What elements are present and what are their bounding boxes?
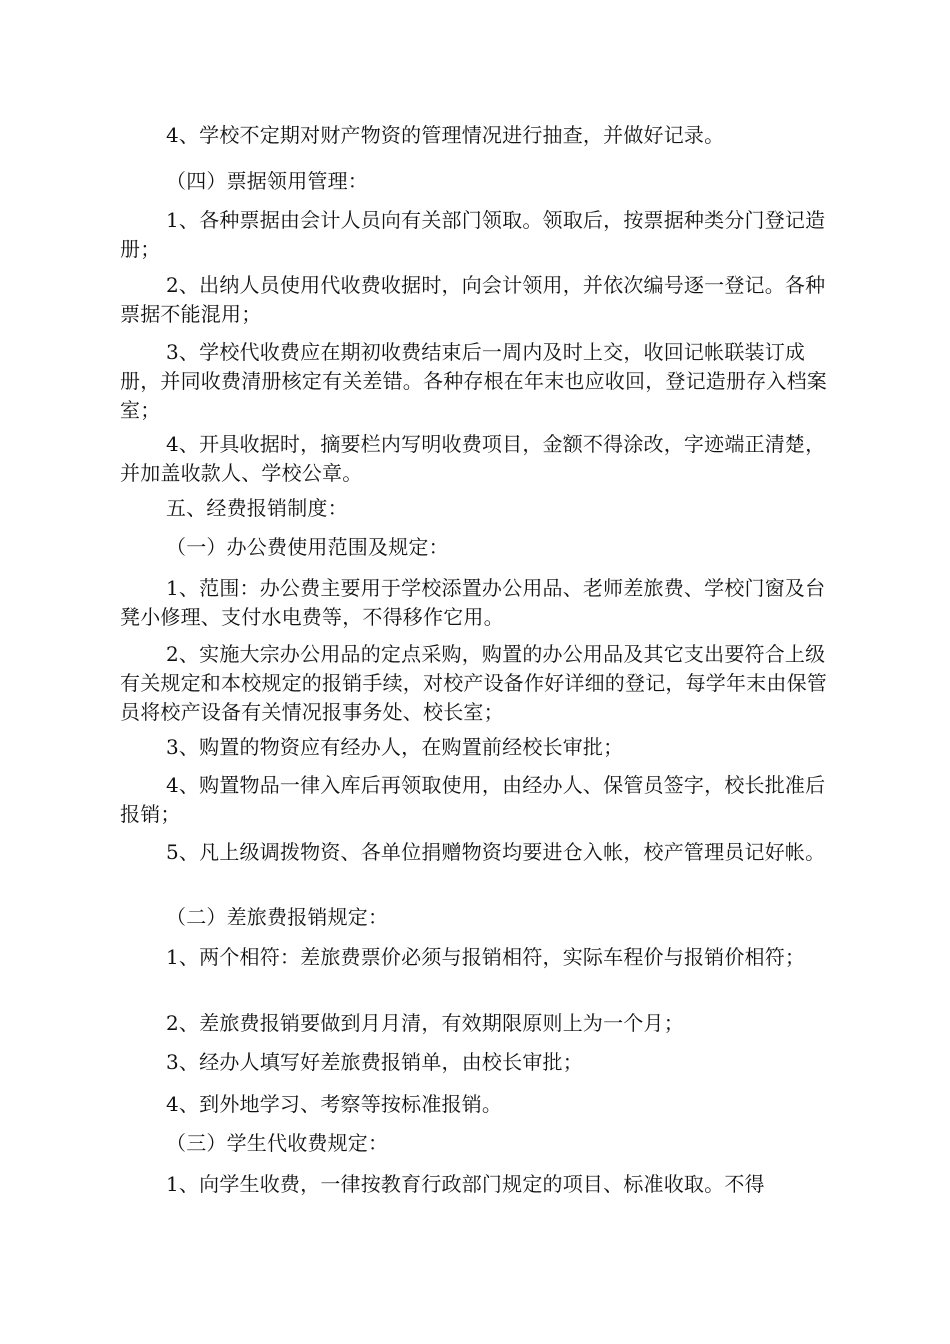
section-heading: （二）差旅费报销规定： <box>166 905 389 929</box>
paragraph: 4、购置物品一律入库后再领取使用，由经办人、保管员签字，校长批准后报销； <box>120 773 826 826</box>
paragraph: 3、学校代收费应在期初收费结束后一周内及时上交，收回记帐联装订成册，并同收费清册核定有关差错。各种存根在年末也应收回，登记造册存入档案室； <box>120 340 827 422</box>
paragraph: 1、范围：办公费主要用于学校添置办公用品、老师差旅费、学校门窗及台凳小修理、支付水电费等，不得移作它用。 <box>120 576 826 629</box>
paragraph: 1、各种票据由会计人员向有关部门领取。领取后，按票据种类分门登记造册； <box>120 208 826 261</box>
paragraph: 4、到外地学习、考察等按标准报销。 <box>166 1092 503 1116</box>
paragraph: 1、两个相符：差旅费票价必须与报销相符，实际车程价与报销价相符； <box>166 945 806 969</box>
paragraph: 1、向学生收费，一律按教育行政部门规定的项目、标准收取。不得 <box>166 1172 765 1196</box>
paragraph: 3、经办人填写好差旅费报销单，由校长审批； <box>166 1050 583 1074</box>
paragraph: 3、购置的物资应有经办人，在购置前经校长审批； <box>166 735 624 759</box>
paragraph: 4、学校不定期对财产物资的管理情况进行抽查，并做好记录。 <box>166 123 725 147</box>
paragraph: 5、凡上级调拨物资、各单位捐赠物资均要进仓入帐，校产管理员记好帐。 <box>166 840 826 864</box>
section-heading: 五、经费报销制度： <box>166 496 348 520</box>
paragraph: 2、出纳人员使用代收费收据时，向会计领用，并依次编号逐一登记。各种票据不能混用； <box>120 273 826 326</box>
section-heading: （三）学生代收费规定： <box>166 1131 389 1155</box>
section-heading: （四）票据领用管理： <box>166 169 368 193</box>
paragraph: 2、差旅费报销要做到月月清，有效期限原则上为一个月； <box>166 1011 684 1035</box>
paragraph: 4、开具收据时，摘要栏内写明收费项目，金额不得涂改，字迹端正清楚，并加盖收款人、学校公章。 <box>120 432 826 485</box>
section-heading: （一）办公费使用范围及规定： <box>166 535 449 559</box>
paragraph: 2、实施大宗办公用品的定点采购，购置的办公用品及其它支出要符合上级有关规定和本校规定的报销手续，对校产设备作好详细的登记，每学年末由保管员将校产设备有关情况报事务处、校长室； <box>120 642 827 724</box>
